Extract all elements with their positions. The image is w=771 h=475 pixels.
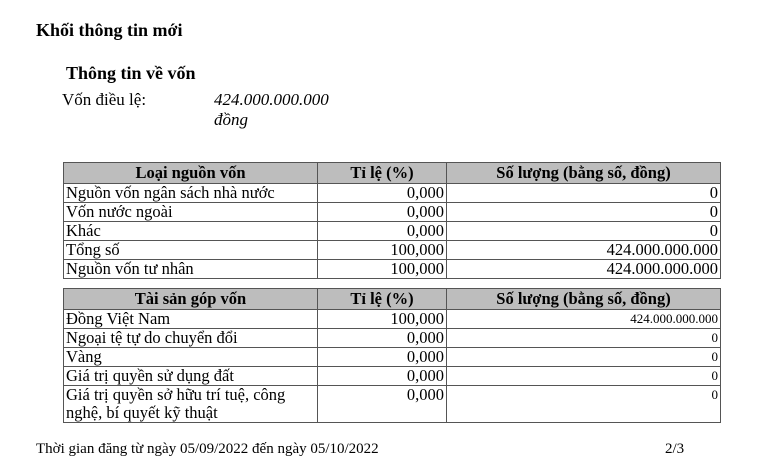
row-label: Giá trị quyền sở hữu trí tuệ, công nghệ, bí quyết kỹ thuật bbox=[64, 386, 318, 423]
row-label: Đồng Việt Nam bbox=[64, 310, 318, 329]
header-ratio: Tỉ lệ (%) bbox=[318, 163, 447, 184]
row-label: Ngoại tệ tự do chuyển đổi bbox=[64, 329, 318, 348]
table-row bbox=[64, 203, 721, 222]
section-title: Khối thông tin mới bbox=[36, 20, 183, 40]
row-amount: 0 bbox=[447, 203, 721, 222]
row-amount: 424.000.000.000 bbox=[447, 260, 721, 279]
row-label: Nguồn vốn tư nhân bbox=[64, 260, 318, 279]
table-row bbox=[64, 310, 721, 329]
row-amount: 424.000.000.000 bbox=[447, 310, 721, 329]
row-amount: 0 bbox=[447, 329, 721, 348]
row-label: Nguồn vốn ngân sách nhà nước bbox=[64, 184, 318, 203]
table-row bbox=[64, 184, 721, 203]
header-amount: Số lượng (bằng số, đồng) bbox=[447, 289, 721, 310]
header-ratio: Tỉ lệ (%) bbox=[318, 289, 447, 310]
row-ratio: 0,000 bbox=[318, 203, 447, 222]
row-ratio: 100,000 bbox=[318, 310, 447, 329]
row-ratio: 100,000 bbox=[318, 241, 447, 260]
row-amount: 0 bbox=[447, 184, 721, 203]
header-source-type: Loại nguồn vốn bbox=[64, 163, 318, 184]
row-ratio: 100,000 bbox=[318, 260, 447, 279]
row-amount: 424.000.000.000 bbox=[447, 241, 721, 260]
row-amount: 0 bbox=[447, 348, 721, 367]
row-ratio: 0,000 bbox=[318, 222, 447, 241]
charter-capital-label: Vốn điều lệ: bbox=[62, 90, 147, 109]
table-row bbox=[64, 386, 721, 423]
row-ratio: 0,000 bbox=[318, 348, 447, 367]
page-number: 2/3 bbox=[665, 441, 685, 457]
table-row bbox=[64, 367, 721, 386]
row-label: Tổng số bbox=[64, 241, 318, 260]
row-label: Giá trị quyền sử dụng đất bbox=[64, 367, 318, 386]
table-row bbox=[64, 241, 721, 260]
header-asset-type: Tài sản góp vốn bbox=[64, 289, 318, 310]
table-row bbox=[64, 329, 721, 348]
row-ratio: 0,000 bbox=[318, 386, 447, 423]
header-amount: Số lượng (bằng số, đồng) bbox=[447, 163, 721, 184]
registration-period: Thời gian đăng từ ngày 05/09/2022 đến ngày 05/10/2022 bbox=[36, 441, 379, 457]
row-ratio: 0,000 bbox=[318, 367, 447, 386]
contributed-assets-table bbox=[63, 288, 721, 423]
table-row bbox=[64, 260, 721, 279]
charter-capital-value: 424.000.000.000 đồng bbox=[214, 90, 329, 129]
row-label: Vốn nước ngoài bbox=[64, 203, 318, 222]
table-row bbox=[64, 222, 721, 241]
subsection-title: Thông tin về vốn bbox=[66, 63, 196, 83]
row-label: Vàng bbox=[64, 348, 318, 367]
row-amount: 0 bbox=[447, 367, 721, 386]
row-label: Khác bbox=[64, 222, 318, 241]
table-row bbox=[64, 348, 721, 367]
row-amount: 0 bbox=[447, 222, 721, 241]
capital-source-table bbox=[63, 162, 721, 279]
row-ratio: 0,000 bbox=[318, 329, 447, 348]
row-amount: 0 bbox=[447, 386, 721, 423]
row-ratio: 0,000 bbox=[318, 184, 447, 203]
